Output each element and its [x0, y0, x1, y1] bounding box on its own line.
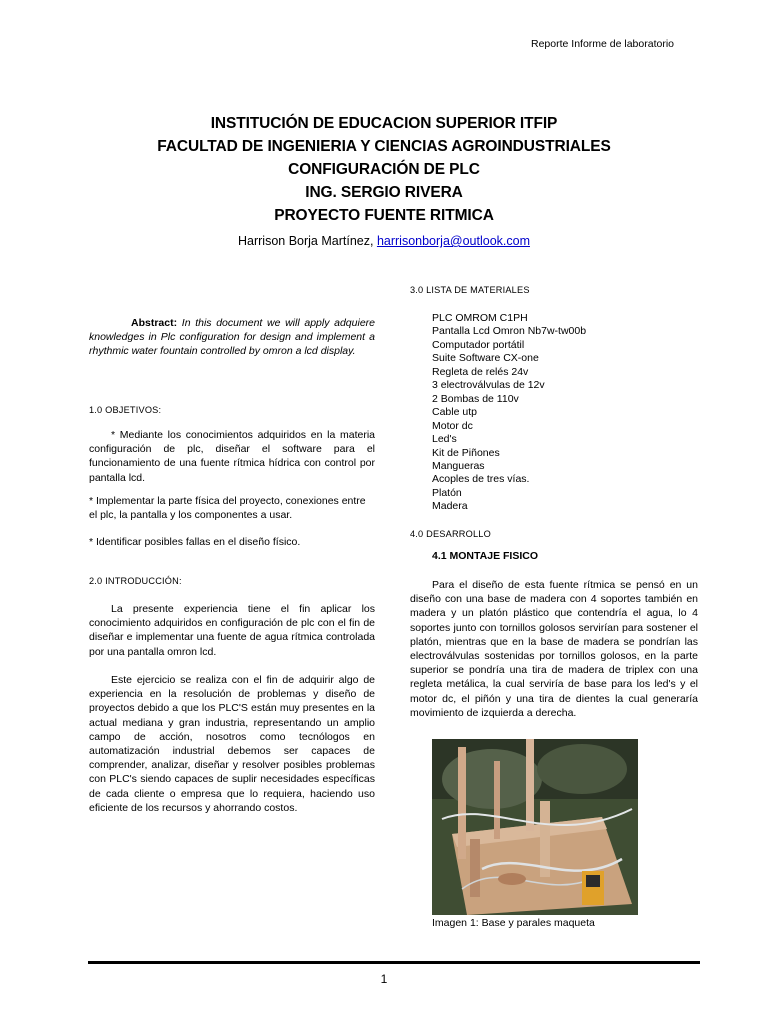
introduccion-paragraph-1: La presente experiencia tiene el fin aplicar los conocimiento adquiridos en configuración de plc con el fin de diseñar e implementar una fuente de agua rítmica controlada por una pantalla omron lcd. — [89, 603, 375, 658]
title-line-course: CONFIGURACIÓN DE PLC — [288, 161, 480, 178]
abstract-text: In this document we will apply adquiere knowledges in Plc configuration for design and implement a rhythmic water fountain controlled by omron a lcd display. — [89, 317, 375, 358]
list-item: 2 Bombas de 110v — [432, 392, 519, 405]
list-item: Mangueras — [432, 459, 485, 472]
list-item: Madera — [432, 500, 468, 513]
author-name: Harrison Borja Martínez, — [238, 234, 377, 248]
running-header: Reporte Informe de laboratorio — [531, 38, 674, 50]
list-item: Suite Software CX-one — [432, 352, 539, 365]
objetivo-item-2: * Implementar la parte física del proyecto, conexiones entre el plc, la pantalla y los componentes a usar. — [89, 495, 366, 522]
list-item: Pantalla Lcd Omron Nb7w-tw00b — [432, 325, 587, 338]
list-item: Motor dc — [432, 419, 473, 432]
title-line-faculty: FACULTAD DE INGENIERIA Y CIENCIAS AGROINDUSTRIALES — [157, 138, 611, 155]
objetivos-heading: 1.0 OBJETIVOS: — [89, 405, 162, 415]
abstract-label: Abstract — [131, 317, 174, 329]
page-number: 1 — [380, 972, 388, 986]
list-item: Platón — [432, 486, 462, 499]
list-item: Cable utp — [432, 406, 477, 419]
list-item: Computador portátil — [432, 338, 525, 351]
list-item: Led's — [432, 433, 457, 446]
objetivo-item-1: * Mediante los conocimientos adquiridos en la materia configuración de plc, diseñar el software para el funcionamiento de una fuente rítmica hídrica con control por pantalla lcd. — [89, 429, 375, 484]
list-item: Kit de Piñones — [432, 446, 500, 459]
list-item: 3 electroválvulas de 12v — [432, 379, 545, 392]
title-line-project: PROYECTO FUENTE RITMICA — [274, 207, 494, 224]
image-caption: Imagen 1: Base y parales maqueta — [432, 917, 595, 929]
list-item: Acoples de tres vías. — [432, 473, 530, 486]
desarrollo-heading: 4.0 DESARROLLO — [410, 529, 491, 539]
title-line-teacher: ING. SERGIO RIVERA — [305, 184, 463, 201]
list-item: Regleta de relés 24v — [432, 365, 529, 378]
list-item: PLC OMROM C1PH — [432, 312, 528, 324]
montaje-subheading: 4.1 MONTAJE FISICO — [432, 550, 538, 562]
montaje-paragraph: Para el diseño de esta fuente rítmica se pensó en un diseño con una base de madera con 4 soportes también en madera y un platón plástico que contendría el agua, lo 4 soportes junto con tornillos golosos servirían para sostener el platón, mientras que en la base de madera se pondrían las electroválvulas sostenidas por tornillos golosos, en la parte superior se pondría una tira de madera de triplex con una regleta metálica, la cual serviría de base para los led's y el motor dc, el piñón y una tira de dientes la cual generaría movimiento de izquierda a derecha. — [410, 579, 698, 719]
author-line — [0, 234, 768, 248]
footer-rule — [88, 961, 700, 964]
title-line-institution: INSTITUCIÓN DE EDUCACION SUPERIOR ITFIP — [210, 115, 558, 132]
introduccion-paragraph-2: Este ejercicio se realiza con el fin de adquirir algo de experiencia en la resolución de problemas y diseño de proyectos debido a que los PLC'S están muy presentes en la actual mediana y gran industria, representando un amplio campo de acción, nosotros como tecnólogos en automatización industrial debemos ser capaces de comprender, analizar, diseñar y resolver posibles problemas con PLC's siendo capaces de suplir necesidades específicas de cada cliente o empresa que lo requiera, haciendo uso eficiente de los recursos y ahorrando costos. — [89, 674, 375, 814]
materiales-heading: 3.0 LISTA DE MATERIALES — [410, 285, 530, 295]
title-block — [0, 112, 768, 227]
abstract: Abstract: In this document we will apply adquiere knowledges in Plc configuration for design and implement a rhythmic water fountain controlled by omron a lcd display. — [89, 317, 375, 358]
materiales-list — [432, 312, 702, 514]
objetivo-item-3: * Identificar posibles fallas en el diseño físico. — [89, 536, 301, 548]
maqueta-photo — [432, 739, 638, 915]
introduccion-heading: 2.0 INTRODUCCIÓN: — [89, 576, 182, 586]
author-email-link[interactable]: harrisonborja@outlook.com — [376, 234, 530, 248]
